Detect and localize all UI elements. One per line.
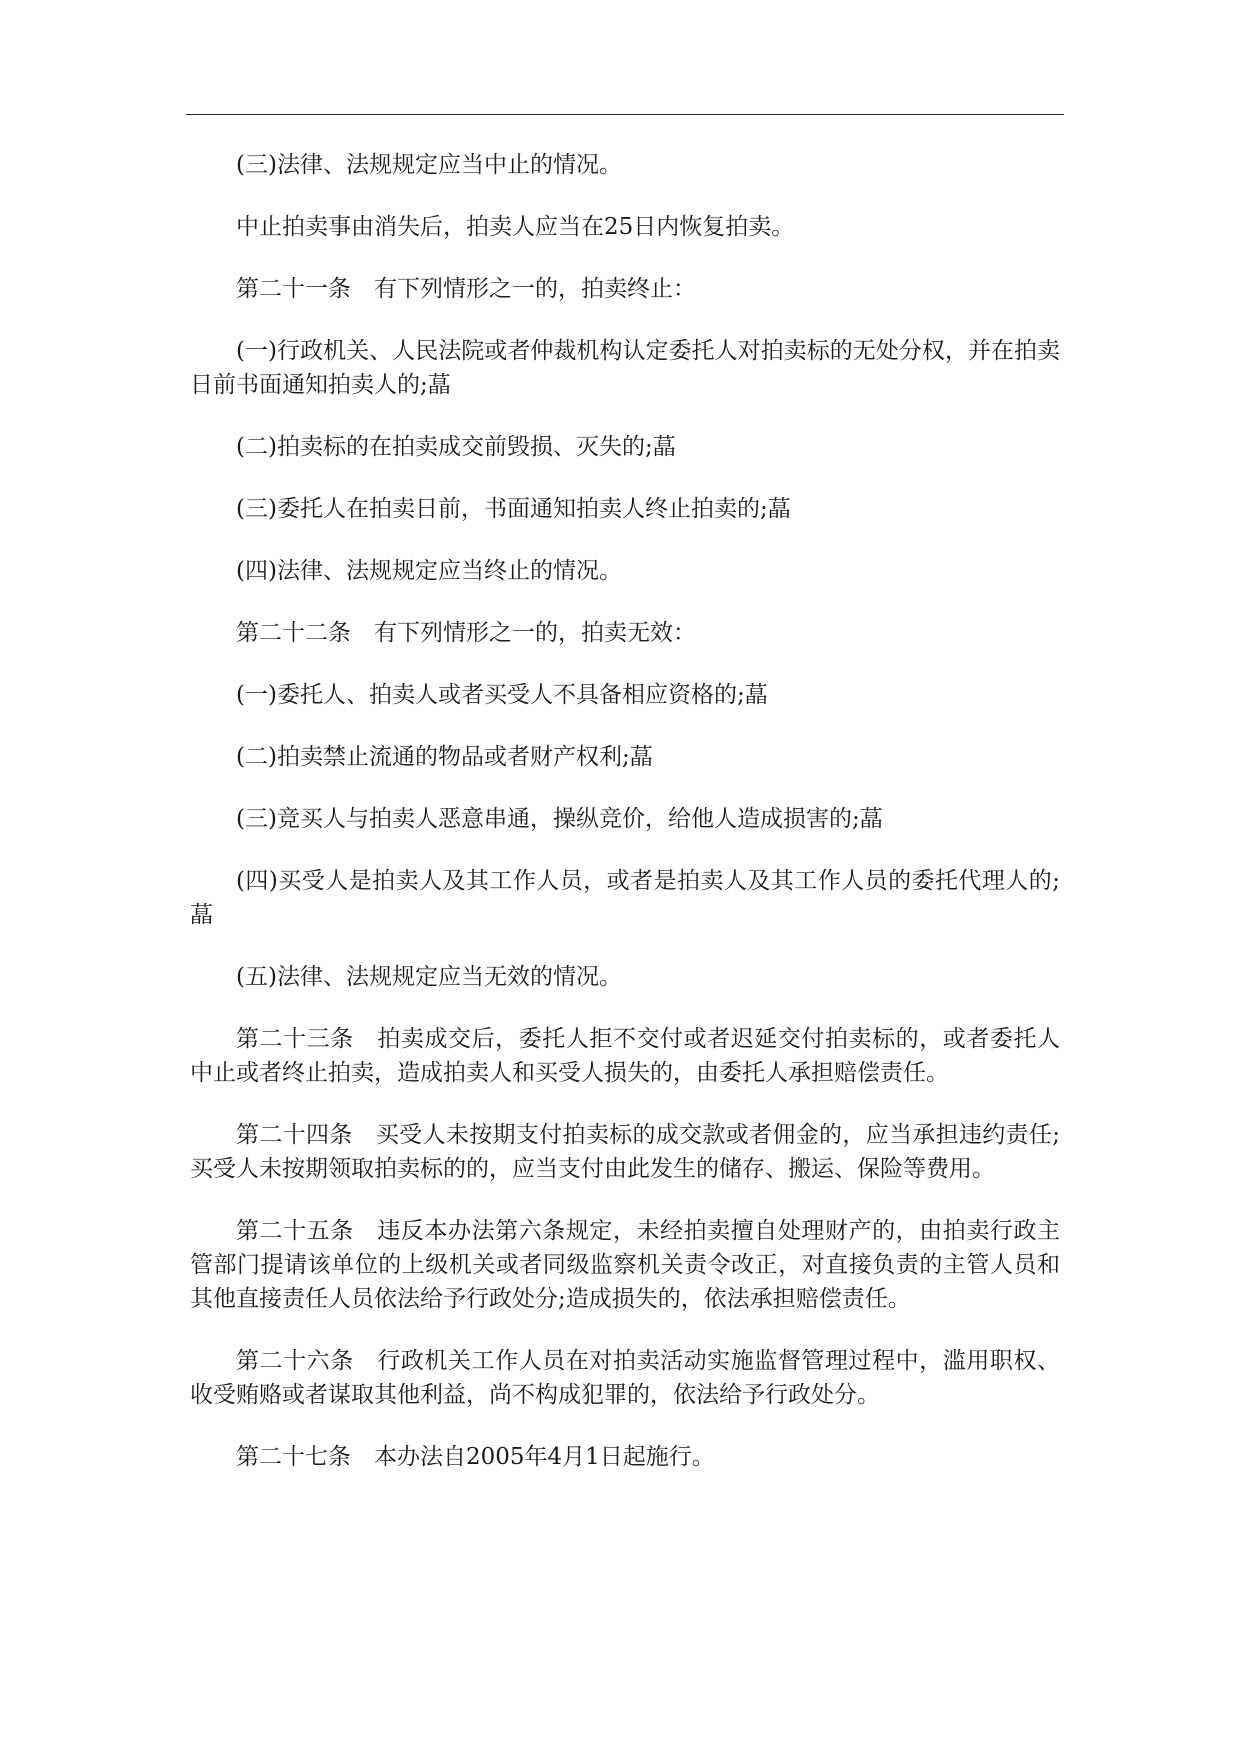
article-22-heading: 第二十二条 有下列情形之一的，拍卖无效： [236, 620, 696, 646]
article-26: 第二十六条 行政机关工作人员在对拍卖活动实施监督管理过程中，滥用职权、收受贿赂或者谋取其他利益，尚不构成犯罪的，依法给予行政处分。 [190, 1348, 1060, 1408]
paragraph: (四)买受人是拍卖人及其工作人员，或者是拍卖人及其工作人员的委托代理人的;蕌 [190, 868, 1060, 928]
article-24: 第二十四条 买受人未按期支付拍卖标的成交款或者佣金的，应当承担违约责任;买受人未按期领取拍卖标的的，应当支付由此发生的储存、搬运、保险等费用。 [190, 1122, 1060, 1182]
document-body [190, 148, 1060, 1502]
article-21-heading: 第二十一条 有下列情形之一的，拍卖终止： [236, 276, 696, 302]
header-rule [186, 114, 1064, 115]
paragraph: (一)委托人、拍卖人或者买受人不具备相应资格的;蕌 [236, 682, 768, 708]
paragraph: (五)法律、法规规定应当无效的情况。 [236, 964, 622, 990]
paragraph: (三)委托人在拍卖日前，书面通知拍卖人终止拍卖的;蕌 [236, 496, 791, 522]
paragraph: (三)竞买人与拍卖人恶意串通，操纵竞价，给他人造成损害的;蕌 [236, 806, 883, 832]
paragraph: (二)拍卖禁止流通的物品或者财产权利;蕌 [236, 744, 653, 770]
article-23: 第二十三条 拍卖成交后，委托人拒不交付或者迟延交付拍卖标的，或者委托人中止或者终止拍卖，造成拍卖人和买受人损失的，由委托人承担赔偿责任。 [190, 1026, 1060, 1086]
paragraph: (一)行政机关、人民法院或者仲裁机构认定委托人对拍卖标的无处分权，并在拍卖日前书面通知拍卖人的;蕌 [190, 338, 1060, 398]
article-27: 第二十七条 本办法自2005年4月1日起施行。 [236, 1444, 715, 1470]
paragraph: (三)法律、法规规定应当中止的情况。 [236, 152, 622, 178]
paragraph: 中止拍卖事由消失后，拍卖人应当在25日内恢复拍卖。 [236, 214, 795, 240]
paragraph: (二)拍卖标的在拍卖成交前毁损、灭失的;蕌 [236, 434, 676, 460]
article-25: 第二十五条 违反本办法第六条规定，未经拍卖擅自处理财产的，由拍卖行政主管部门提请该单位的上级机关或者同级监察机关责令改正，对直接负责的主管人员和其他直接责任人员依法给予行政处分;造成损失的，依法承担赔偿责任。 [190, 1218, 1060, 1312]
paragraph: (四)法律、法规规定应当终止的情况。 [236, 558, 622, 584]
